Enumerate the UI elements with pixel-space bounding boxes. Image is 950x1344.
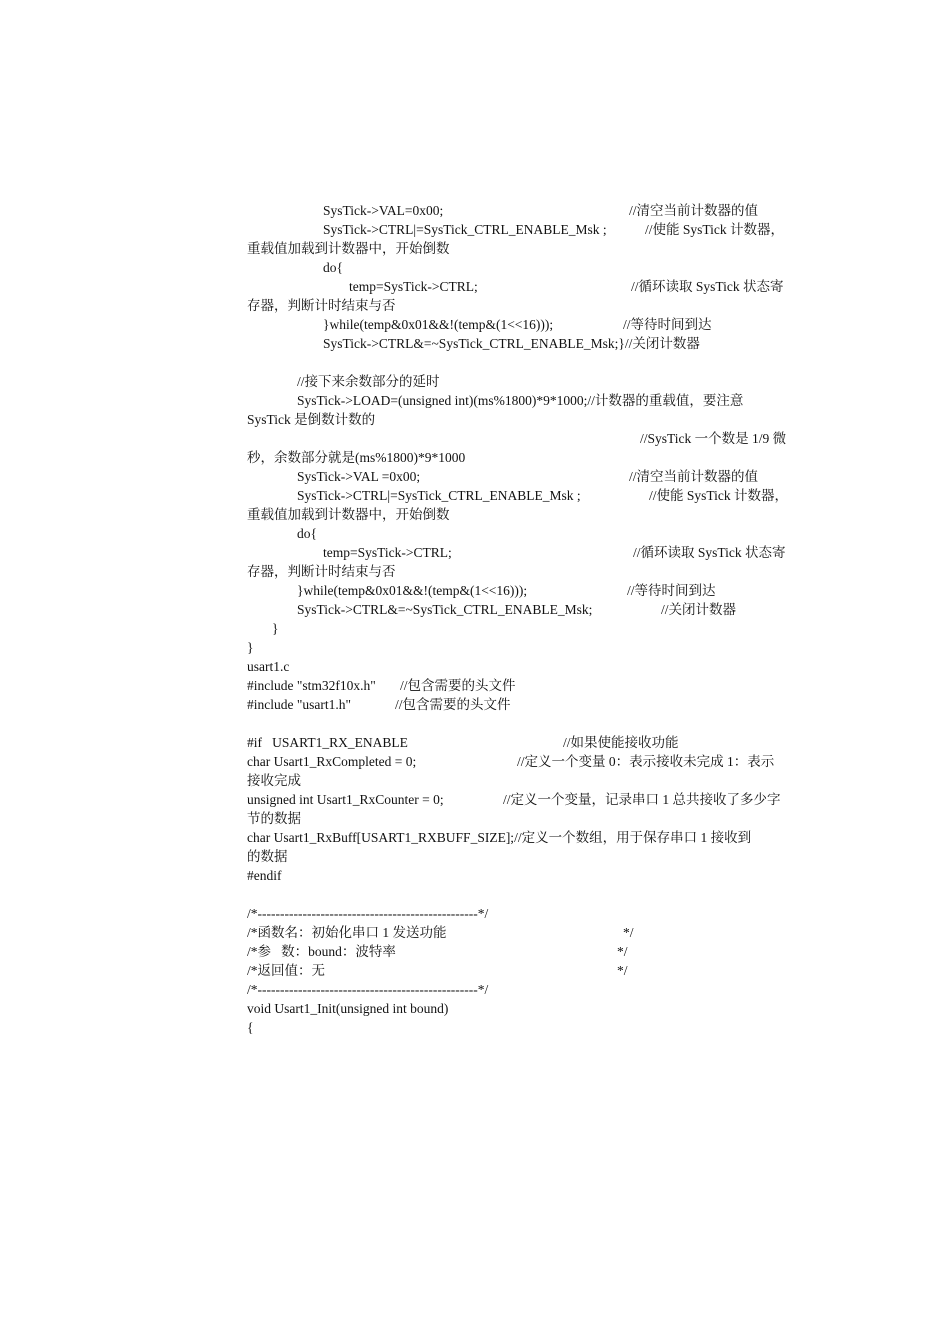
code-line: SysTick 是倒数计数的: [247, 412, 376, 427]
code-line: {: [247, 1020, 254, 1035]
code-line: 存器，判断计时结束与否: [247, 564, 396, 579]
code-line: usart1.c: [247, 659, 290, 674]
code-comment: //包含需要的头文件: [395, 697, 511, 712]
code-line: SysTick->VAL=0x00; //清空当前计数器的值: [323, 203, 759, 218]
code-line: [640, 429, 786, 448]
code-line: SysTick->LOAD=(unsigned int)(ms%1800)*9*1000;//计数器的重载值，要注意: [297, 393, 744, 408]
code-comment: //清空当前计数器的值: [629, 203, 759, 218]
code-line: do{: [297, 526, 317, 541]
code-comment: //清空当前计数器的值: [629, 469, 759, 484]
code-comment: //等待时间到达: [627, 583, 716, 598]
code-line: 接收完成: [247, 773, 301, 788]
code-line: temp=SysTick->CTRL; //循环读取 SysTick 状态寄: [323, 545, 786, 560]
comment-divider: /*-------------------------------------------------*/: [247, 906, 489, 921]
code-line: 重载值加载到计数器中，开始倒数: [247, 507, 450, 522]
code-line: SysTick->CTRL&=~SysTick_CTRL_ENABLE_Msk;}//关闭计数器: [323, 336, 700, 351]
code-comment: */: [617, 963, 628, 978]
code-comment: //等待时间到达: [623, 317, 712, 332]
code-comment: */: [623, 925, 634, 940]
code-comment: //循环读取 SysTick 状态寄: [633, 545, 786, 560]
code-line: unsigned int Usart1_RxCounter = 0; //定义一个变量，记录串口 1 总共接收了多少字: [247, 792, 781, 807]
code-line: }while(temp&0x01&&!(temp&(1<<16))); //等待时间到达: [297, 583, 716, 598]
code-line: SysTick->CTRL|=SysTick_CTRL_ENABLE_Msk ; //使能 SysTick 计数器，: [323, 222, 785, 237]
code-comment: */: [617, 944, 628, 959]
code-comment: //使能 SysTick 计数器，: [645, 222, 785, 237]
code-line: }: [247, 640, 254, 655]
code-line: do{: [323, 260, 343, 275]
code-line: 重载值加载到计数器中，开始倒数: [247, 241, 450, 256]
code-line: void Usart1_Init(unsigned int bound): [247, 1001, 449, 1016]
comment-divider: /*-------------------------------------------------*/: [247, 982, 489, 997]
code-line: char Usart1_RxCompleted = 0; //定义一个变量 0：表示接收未完成 1：表示: [247, 754, 775, 769]
code-comment: //如果使能接收功能: [563, 735, 679, 750]
code-line: /*返回值：无 */: [247, 963, 628, 978]
code-comment: //定义一个变量，记录串口 1 总共接收了多少字: [503, 792, 781, 807]
code-line: SysTick->CTRL&=~SysTick_CTRL_ENABLE_Msk; //关闭计数器: [297, 602, 737, 617]
code-line: #if USART1_RX_ENABLE //如果使能接收功能: [247, 735, 679, 750]
code-line: /*参 数：bound：波特率 */: [247, 944, 628, 959]
code-line: temp=SysTick->CTRL; //循环读取 SysTick 状态寄: [349, 279, 784, 294]
code-line: #include "stm32f10x.h" //包含需要的头文件: [247, 678, 516, 693]
code-line: 节的数据: [247, 811, 301, 826]
code-comment: //循环读取 SysTick 状态寄: [631, 279, 784, 294]
code-line: //接下来余数部分的延时: [297, 374, 440, 389]
code-line: /*函数名：初始化串口 1 发送功能 */: [247, 925, 634, 940]
code-line: char Usart1_RxBuff[USART1_RXBUFF_SIZE];//定义一个数组，用于保存串口 1 接收到: [247, 830, 752, 845]
code-line: }while(temp&0x01&&!(temp&(1<<16))); //等待时间到达: [323, 317, 712, 332]
code-line: SysTick->VAL =0x00; //清空当前计数器的值: [297, 469, 759, 484]
code-comment: //关闭计数器: [624, 336, 700, 351]
code-line: 存器，判断计时结束与否: [247, 298, 396, 313]
code-comment: //包含需要的头文件: [400, 678, 516, 693]
code-comment: //计数器的重载值，要注意: [587, 393, 744, 408]
code-comment: //定义一个数组，用于保存串口 1 接收到: [514, 830, 752, 845]
code-comment: //定义一个变量 0：表示接收未完成 1：表示: [517, 754, 775, 769]
code-comment: //使能 SysTick 计数器，: [649, 488, 789, 503]
code-line: 秒，余数部分就是(ms%1800)*9*1000: [247, 450, 466, 465]
code-comment: //SysTick 一个数是 1/9 微: [640, 431, 787, 446]
code-line: #include "usart1.h" //包含需要的头文件: [247, 697, 511, 712]
code-line: #endif: [247, 868, 282, 883]
code-line: SysTick->CTRL|=SysTick_CTRL_ENABLE_Msk ; //使能 SysTick 计数器，: [297, 488, 789, 503]
code-line: }: [272, 621, 279, 636]
code-comment: //关闭计数器: [661, 602, 737, 617]
code-line: 的数据: [247, 849, 288, 864]
